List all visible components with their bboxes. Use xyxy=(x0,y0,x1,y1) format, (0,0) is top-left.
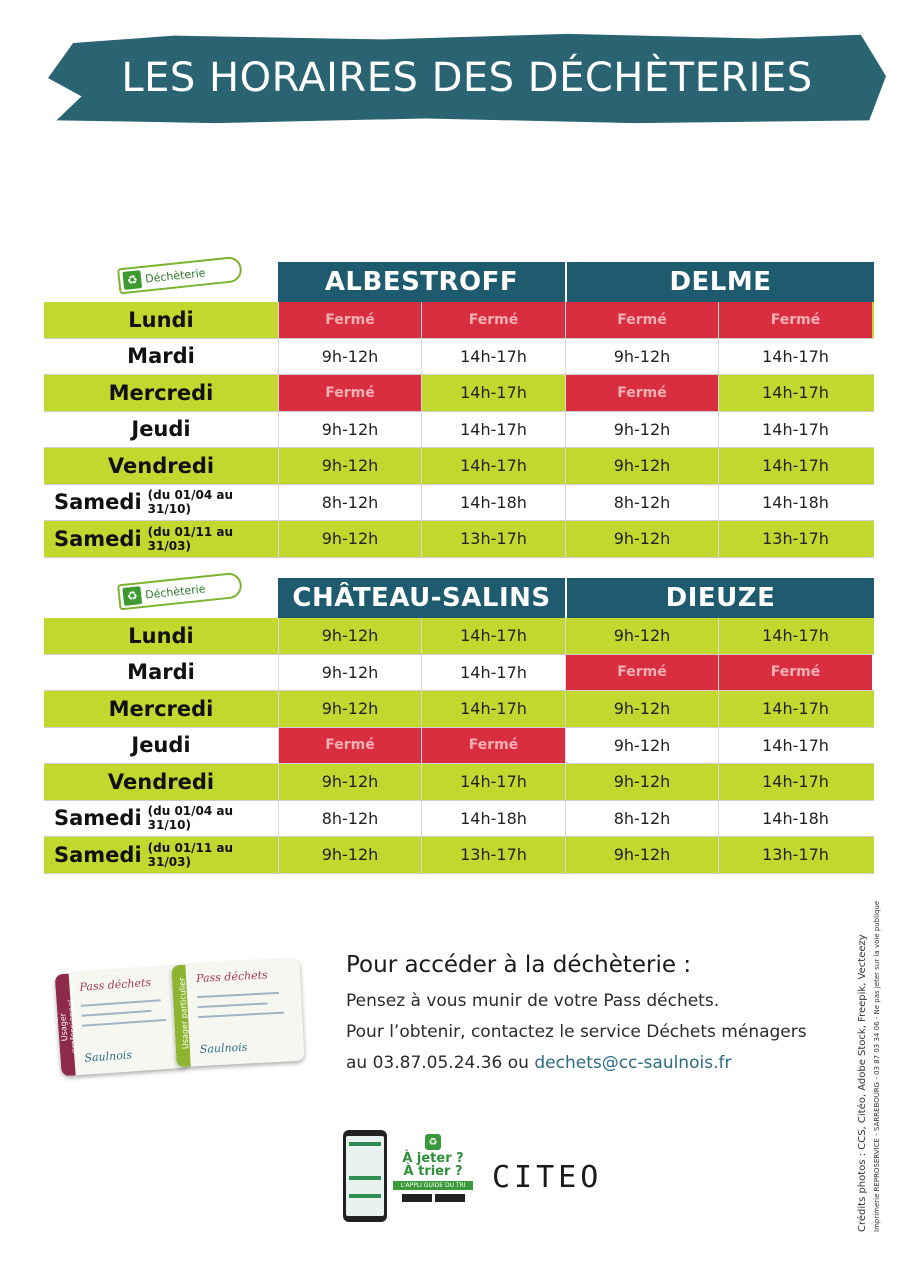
period-note: (du 01/11 au 31/03) xyxy=(147,524,234,553)
access-contact-line xyxy=(346,1048,836,1079)
decheterie-sign xyxy=(117,256,243,295)
day-label xyxy=(44,412,278,448)
day-name: Samedi xyxy=(54,490,142,515)
card-title: Pass déchets xyxy=(79,975,152,994)
time-slot: 14h-17h xyxy=(718,448,872,484)
period-note: (du 01/04 au 31/10) xyxy=(147,804,234,833)
time-slot: 9h-12h xyxy=(565,728,718,764)
time-slot: 9h-12h xyxy=(278,339,421,375)
closed-slot: Fermé xyxy=(278,302,421,338)
day-name: Samedi xyxy=(54,806,142,831)
time-slot: 9h-12h xyxy=(278,448,421,484)
time-slot: 9h-12h xyxy=(278,655,421,691)
time-slot: 14h-17h xyxy=(421,691,565,727)
smartphone-image xyxy=(343,1130,387,1222)
citeo-logo: CITEO xyxy=(492,1160,603,1195)
time-slot: 9h-12h xyxy=(565,764,718,800)
schedule-row xyxy=(44,655,874,692)
time-slot: 14h-17h xyxy=(421,412,565,448)
photo-credits: Crédits photos : CCS, Citéo, Adobe Stock, Freepik, Vecteezy xyxy=(857,934,868,1232)
closed-slot: Fermé xyxy=(565,655,718,691)
time-slot: 13h-17h xyxy=(421,837,565,873)
day-label xyxy=(44,302,278,338)
time-slot: 9h-12h xyxy=(565,448,718,484)
time-slot: 14h-17h xyxy=(718,728,872,764)
schedule-row xyxy=(44,728,874,765)
day-name: Samedi xyxy=(54,842,142,867)
schedule-row xyxy=(44,448,874,485)
period-note: (du 01/11 au 31/03) xyxy=(147,840,234,869)
day-label xyxy=(44,691,278,727)
time-slot: 14h-17h xyxy=(421,375,565,411)
schedule-row xyxy=(44,485,874,522)
closed-slot: Fermé xyxy=(278,728,421,764)
sign-label: Déchèterie xyxy=(144,265,206,286)
schedule-row xyxy=(44,412,874,449)
time-slot: 14h-18h xyxy=(718,801,872,837)
time-slot: 8h-12h xyxy=(278,801,421,837)
time-slot: 14h-17h xyxy=(718,618,872,654)
phone-number: au 03.87.05.24.36 ou xyxy=(346,1053,535,1073)
time-slot: 9h-12h xyxy=(565,691,718,727)
day-label xyxy=(44,448,278,484)
time-slot: 14h-17h xyxy=(421,618,565,654)
site-header: CHÂTEAU-SALINS xyxy=(278,578,565,618)
site-header: DIEUZE xyxy=(567,578,874,618)
time-slot: 9h-12h xyxy=(278,521,421,557)
card-logo: Saulnois xyxy=(199,1040,248,1057)
day-name: Vendredi xyxy=(107,453,215,478)
day-label xyxy=(44,375,278,411)
printer-credits: Imprimerie REPROSERVICE - SARREBOURG - 03 87 03 34 06 - Ne pas jeter sur la voie publique xyxy=(873,900,881,1232)
recycling-person-icon: ♻ xyxy=(122,586,142,606)
schedule-row xyxy=(44,521,874,558)
schedule-row xyxy=(44,375,874,412)
day-label xyxy=(44,655,278,691)
day-name: Mardi xyxy=(127,660,195,685)
closed-slot: Fermé xyxy=(565,375,718,411)
time-slot: 14h-17h xyxy=(718,764,872,800)
recycling-person-icon: ♻ xyxy=(122,270,142,290)
day-label xyxy=(44,485,278,521)
closed-slot: Fermé xyxy=(718,655,872,691)
site-header: DELME xyxy=(567,262,874,302)
app-tag: L'APPLI GUIDE DU TRI xyxy=(393,1181,473,1190)
time-slot: 14h-17h xyxy=(421,339,565,375)
time-slot: 9h-12h xyxy=(565,521,718,557)
tri-app-promo xyxy=(393,1134,473,1202)
day-label xyxy=(44,764,278,800)
time-slot: 14h-17h xyxy=(718,375,872,411)
pass-card-particulier xyxy=(171,959,304,1068)
time-slot: 13h-17h xyxy=(421,521,565,557)
day-label xyxy=(44,618,278,654)
pass-cards-image xyxy=(58,962,308,1072)
time-slot: 9h-12h xyxy=(565,339,718,375)
day-name: Jeudi xyxy=(131,733,191,758)
time-slot: 8h-12h xyxy=(565,485,718,521)
time-slot: 9h-12h xyxy=(278,764,421,800)
day-label xyxy=(44,837,278,873)
schedule-table-1 xyxy=(44,262,874,558)
day-name: Mercredi xyxy=(108,696,214,721)
app-store-badge[interactable] xyxy=(402,1194,432,1202)
app-line: À jeter ? xyxy=(402,1151,464,1166)
schedule-row xyxy=(44,302,874,339)
day-label xyxy=(44,801,278,837)
time-slot: 13h-17h xyxy=(718,837,872,873)
site-header: ALBESTROFF xyxy=(278,262,565,302)
time-slot: 14h-17h xyxy=(421,448,565,484)
time-slot: 9h-12h xyxy=(278,837,421,873)
access-info xyxy=(346,952,836,1079)
time-slot: 14h-17h xyxy=(718,339,872,375)
day-label xyxy=(44,728,278,764)
time-slot: 9h-12h xyxy=(278,691,421,727)
time-slot: 14h-18h xyxy=(421,485,565,521)
time-slot: 14h-17h xyxy=(421,655,565,691)
day-label xyxy=(44,339,278,375)
card-strip-label: Usager particulier xyxy=(177,977,191,1050)
time-slot: 9h-12h xyxy=(278,412,421,448)
time-slot: 8h-12h xyxy=(278,485,421,521)
closed-slot: Fermé xyxy=(565,302,718,338)
time-slot: 8h-12h xyxy=(565,801,718,837)
time-slot: 14h-17h xyxy=(718,412,872,448)
day-name: Lundi xyxy=(128,307,194,332)
app-line: À trier ? xyxy=(403,1164,463,1179)
access-line: Pensez à vous munir de votre Pass déchets. xyxy=(346,991,720,1011)
google-play-badge[interactable] xyxy=(435,1194,465,1202)
period-note: (du 01/04 au 31/10) xyxy=(147,488,234,517)
closed-slot: Fermé xyxy=(421,302,565,338)
day-name: Vendredi xyxy=(107,769,215,794)
schedule-row xyxy=(44,801,874,838)
day-name: Mercredi xyxy=(108,380,214,405)
access-line: Pour l’obtenir, contactez le service Déchets ménagers xyxy=(346,1022,807,1042)
sign-label: Déchèterie xyxy=(144,581,206,602)
time-slot: 14h-18h xyxy=(718,485,872,521)
schedule-row xyxy=(44,837,874,874)
time-slot: 14h-17h xyxy=(718,691,872,727)
schedule-row xyxy=(44,691,874,728)
pass-card-pro xyxy=(55,966,190,1077)
closed-slot: Fermé xyxy=(278,375,421,411)
day-label xyxy=(44,521,278,557)
decheterie-sign xyxy=(117,572,243,611)
card-logo: Saulnois xyxy=(84,1048,133,1065)
time-slot: 9h-12h xyxy=(278,618,421,654)
day-name: Mardi xyxy=(127,344,195,369)
card-strip-label: Usager professionnel xyxy=(58,999,80,1054)
day-name: Lundi xyxy=(128,623,194,648)
time-slot: 9h-12h xyxy=(565,837,718,873)
closed-slot: Fermé xyxy=(718,302,872,338)
time-slot: 14h-18h xyxy=(421,801,565,837)
time-slot: 9h-12h xyxy=(565,618,718,654)
day-name: Jeudi xyxy=(131,417,191,442)
schedule-row xyxy=(44,618,874,655)
schedule-row xyxy=(44,764,874,801)
schedule-row xyxy=(44,339,874,376)
card-title: Pass déchets xyxy=(195,968,269,986)
email-link[interactable]: dechets@cc-saulnois.fr xyxy=(534,1053,732,1073)
page-title: LES HORAIRES DES DÉCHÈTERIES xyxy=(121,55,813,101)
access-title: Pour accéder à la déchèterie : xyxy=(346,952,692,978)
time-slot: 14h-17h xyxy=(421,764,565,800)
schedule-table-2 xyxy=(44,578,874,874)
app-icon: ♻ xyxy=(425,1134,441,1150)
time-slot: 13h-17h xyxy=(718,521,872,557)
closed-slot: Fermé xyxy=(421,728,565,764)
day-name: Samedi xyxy=(54,526,142,551)
time-slot: 9h-12h xyxy=(565,412,718,448)
